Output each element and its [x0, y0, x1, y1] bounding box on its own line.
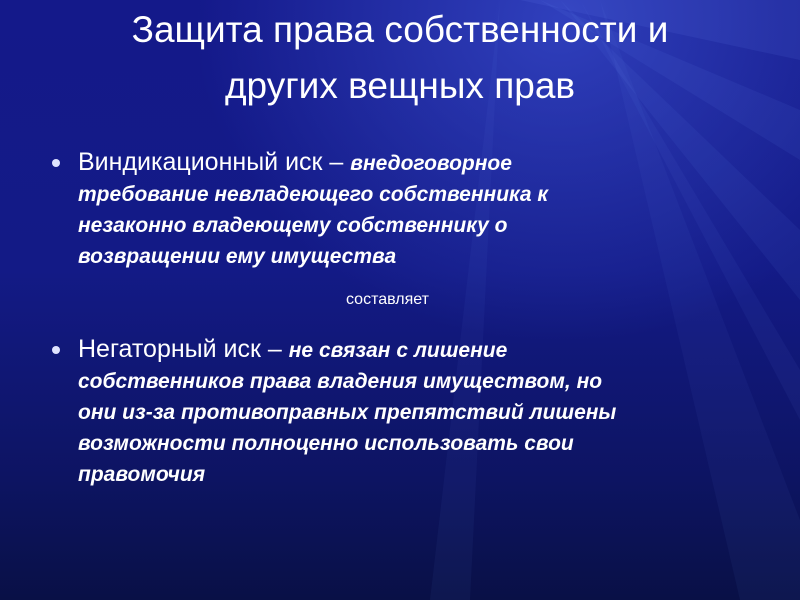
- title-line-2: других вещных прав: [224, 65, 576, 106]
- item-2-term: Негаторный иск: [78, 335, 261, 363]
- item-2-definition-line-1: не связан с лишение: [288, 339, 508, 362]
- item-2-dash: –: [260, 335, 289, 363]
- item-1-definition-line-1: внедоговорное: [350, 152, 512, 175]
- title-line-1: Защита права собственности и: [131, 9, 669, 50]
- item-1-definition-line-3: незаконно владеющему собственнику о: [78, 214, 508, 237]
- item-1-definition-line-2: требование невладеющего собственника к: [78, 183, 549, 206]
- bullet-item-negatory: [78, 334, 778, 490]
- item-1-definition-line-4: возвращении ему имущества: [78, 245, 397, 268]
- note-text: составляет: [346, 291, 429, 308]
- slide-title: [20, 2, 780, 114]
- bullet-dot-icon: [52, 346, 60, 354]
- item-2-definition-line-4: возможности полноценно использовать свои: [78, 432, 574, 455]
- item-1-line-1: [78, 147, 778, 179]
- bullet-item-vindication: [78, 147, 778, 272]
- item-2-definition-line-5: правомочия: [78, 463, 206, 486]
- bullet-dot-icon: [52, 159, 60, 167]
- item-1-term: Виндикационный иск: [78, 148, 323, 176]
- item-1-dash: –: [322, 148, 351, 176]
- item-2-definition-line-3: они из-за противоправных препятствий лишены: [78, 401, 617, 424]
- item-2-line-1: [78, 334, 778, 366]
- item-2-definition-line-2: собственников права владения имуществом, но: [78, 370, 603, 393]
